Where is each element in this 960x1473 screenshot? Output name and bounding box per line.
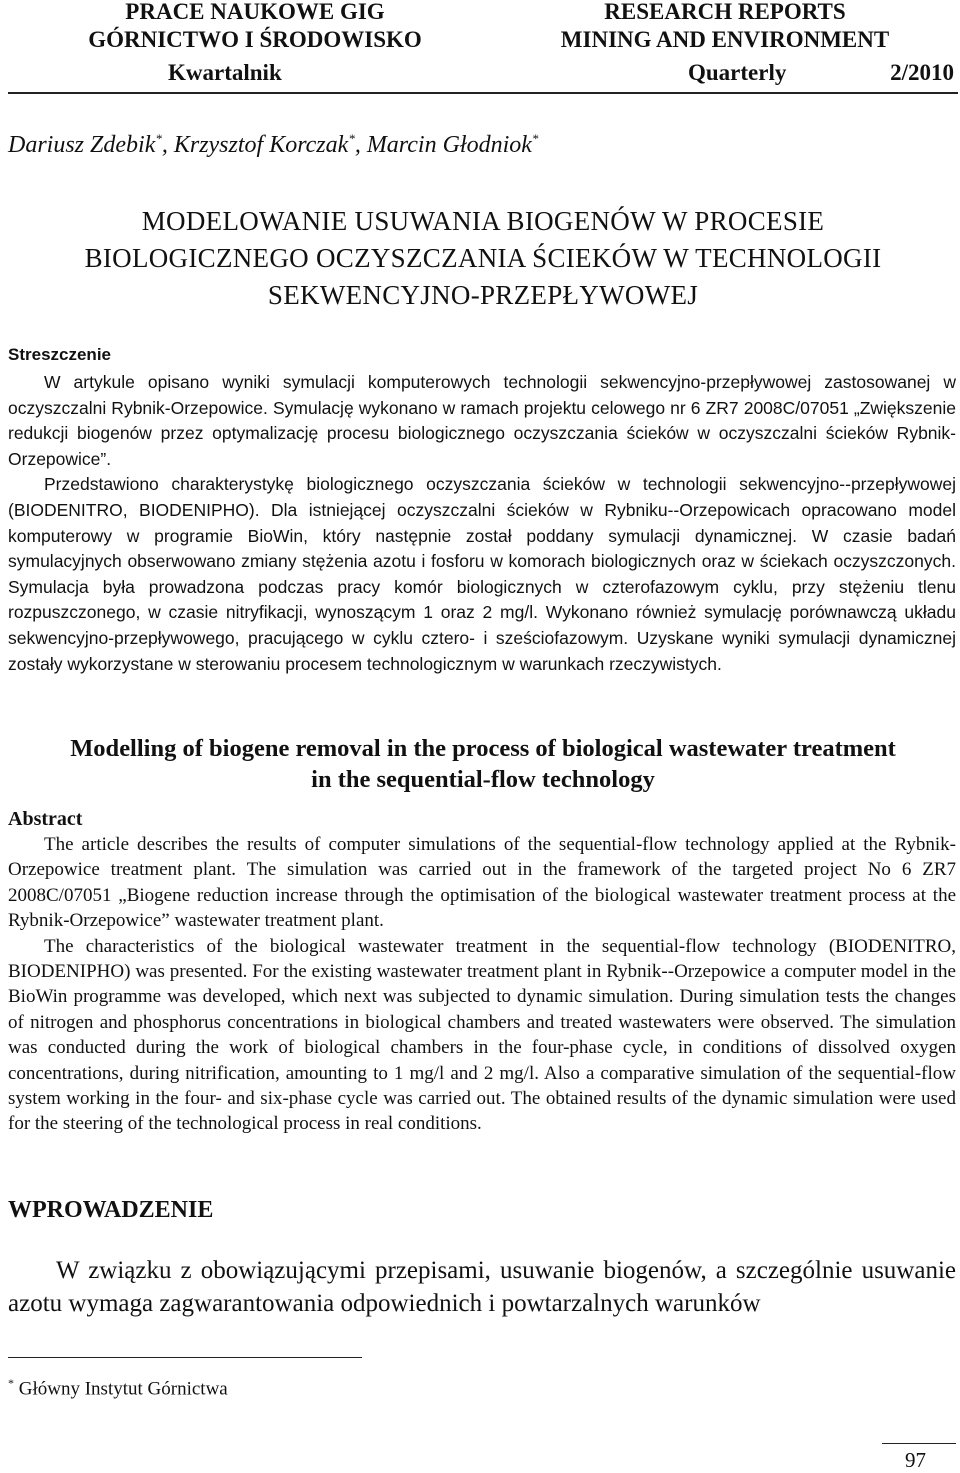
title-english-line2: in the sequential-flow technology [311,766,655,793]
abstract-polish-p2: Przedstawiono charakterystykę biologicznego oczyszczania ścieków w technologii sekwencyjno--przepływowej (BIODENITRO, BIODENIPHO). Dla istniejącej oczyszczalni ścieków w Rybniku--Orzepowicach opracowano model komputerowy w programie BioWin, który następnie został poddany symulacji dynamicznej. W czasie badań symulacyjnych obserwowano zmiany stężenia azotu i fosforu w komorach biologicznych oraz w ściekach oczyszczonych. Symulacja była prowadzona podczas pracy komór biologicznych w czterofazowym cyklu, przy stężeniu tlenu rozpuszczonego, w czasie nitryfikacji, wynoszącym 1 oraz 2 mg/l. Wykonano również symulację porównawczą układu sekwencyjno-przepływowego, pracującego w cyklu cztero- i sześciofazowym. Uzyskane wyniki symulacji dynamicznej zostały wykorzystane w sterowaniu procesem technologicznym w warunkach rzeczywistych. [8,474,956,674]
footnote [8,1376,228,1400]
introduction-heading: WPROWADZENIE [8,1197,214,1223]
journal-title-polish [60,0,450,54]
journal-title-polish-line1: PRACE NAUKOWE GIG [125,0,385,24]
introduction-paragraph: W związku z obowiązującymi przepisami, usuwanie biogenów, a szczególnie usuwanie azotu wymaga zagwarantowania odpowiednich i powtarzalnych warunków [8,1257,956,1317]
quarterly-label: Quarterly [688,60,787,85]
title-polish-line3: SEKWENCYJNO-PRZEPŁYWOWEJ [267,280,699,310]
abstract-english [8,832,956,1137]
author-sep-1: , [161,132,174,158]
author-1: Dariusz Zdebik [8,132,156,158]
streszczenie-heading: Streszczenie [8,345,111,364]
journal-title-polish-line2: GÓRNICTWO I ŚRODOWISKO [88,27,422,52]
issue-number: 2/2010 [890,60,954,85]
authors-line [8,124,538,160]
title-polish-line1: MODELOWANIE USUWANIA BIOGENÓW W PROCESIE [141,206,825,236]
abstract-heading: Abstract [8,808,83,830]
page-number: 97 [905,1448,926,1472]
header-rule [8,92,958,94]
author-sep-2: , [354,132,367,158]
author-1-mark: * [155,131,162,146]
article-title-english [8,733,958,795]
journal-title-english-line2: MINING AND ENVIRONMENT [560,27,890,52]
journal-title-english-line1: RESEARCH REPORTS [604,0,846,24]
introduction-body [8,1254,956,1320]
title-polish-line2: BIOLOGICZNEGO OCZYSZCZANIA ŚCIEKÓW W TECHNOLOGII [84,243,882,273]
title-english-line1: Modelling of biogene removal in the process of biological wastewater treatment [70,735,896,762]
abstract-english-p2: The characteristics of the biological wastewater treatment in the sequential-flow technology (BIODENITRO, BIODENIPHO) was presented. For the existing wastewater treatment plant in Rybnik--Orzepowice a computer model in the BioWin programme was developed, which next was subjected to dynamic simulation. During simulation tests the changes of nitrogen and phosphorus concentrations in biological chambers and treated wastewaters were observed. The simulation was conducted during the work of biological chambers in the four-phase cycle, in conditions of dissolved oxygen concentrations, during nitrification, amounting to 1 mg/l and 2 mg/l. Also a comparative simulation of the sequential-flow system working in the four- and six-phase cycle was carried out. The obtained results of the dynamic simulation were used for the steering of the technological process in real conditions. [8,935,956,1135]
article-title-polish [8,203,958,314]
abstract-polish-p1: W artykule opisano wyniki symulacji komputerowych technologii sekwencyjno-przepływowej zastosowanej w oczyszczalni Rybnik-Orzepowice. Symulację wykonano w ramach projektu celowego nr 6 ZR7 2008C/07051 „Zwiększenie redukcji biogenów przez optymalizację procesu biologicznego oczyszczania ścieków w oczyszczalni ścieków Rybnik-Orzepowice”. [8,372,956,469]
periodicity-row [8,60,958,90]
footnote-rule [8,1357,362,1358]
footnote-text: Główny Instytut Górnictwa [14,1378,228,1400]
author-3-mark: * [531,131,539,146]
abstract-english-p1: The article describes the results of computer simulations of the sequential-flow technology applied at the Rybnik-Orzepowice treatment plant. The simulation was carried out in the framework of the targeted project No 6 ZR7 2008C/07051 „Biogene reduction increase through the optimisation of the biological wastewater treatment process at the Rybnik-Orzepowice” wastewater treatment plant. [8,834,956,932]
author-2: Krzysztof Korczak [173,132,349,158]
abstract-polish [8,370,956,677]
kwartalnik-label: Kwartalnik [168,60,282,85]
journal-title-english [540,0,910,54]
author-3: Marcin Głodniok [366,132,532,158]
footnote-mark: * [8,1376,14,1390]
author-2-mark: * [348,131,355,146]
page-number-rule [882,1443,956,1444]
